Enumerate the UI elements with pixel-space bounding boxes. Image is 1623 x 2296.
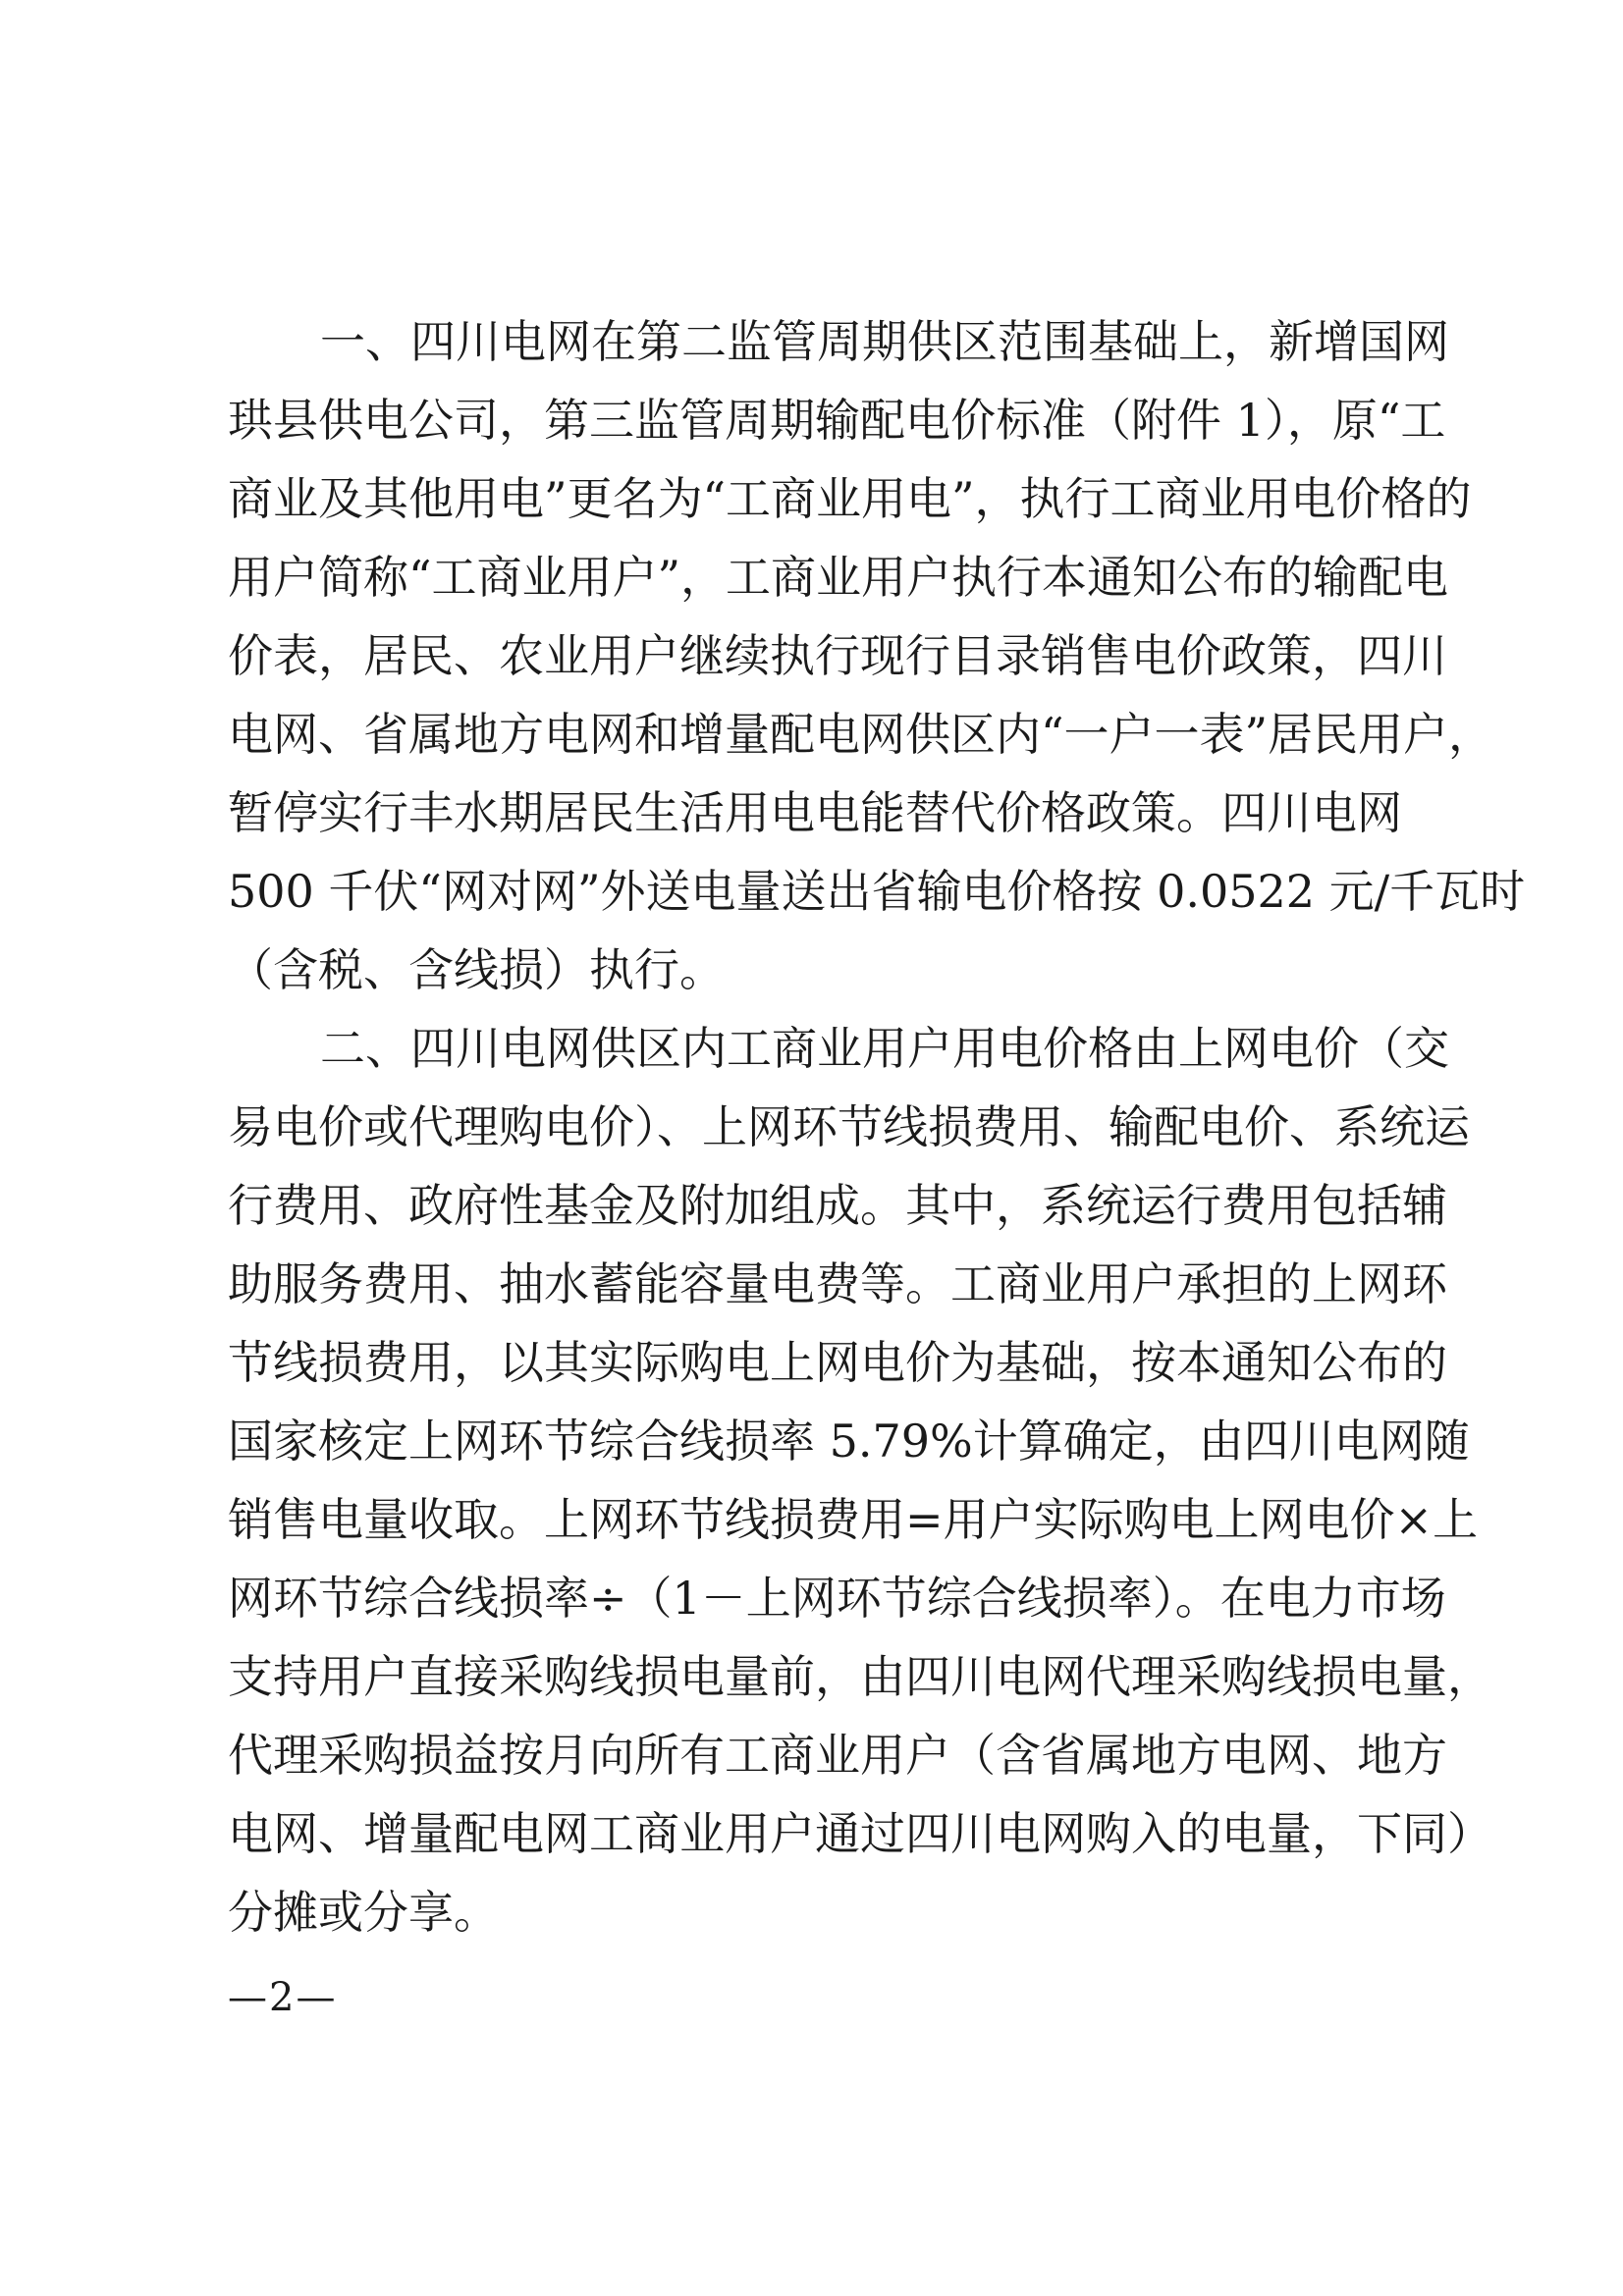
paragraph-2-line-10: 代理采购损益按月向所有工商业用户（含省属地方电网、地方 [228,1729,1447,1782]
paragraph-2-line-6: 国家核定上网环节综合线损率 5.79%计算确定，由四川电网随 [228,1415,1470,1468]
paragraph-1-line-1: 一、四川电网在第二监管周期供区范围基础上，新增国网 [320,315,1449,368]
paragraph-2-line-3: 行费用、政府性基金及附加组成。其中，系统运行费用包括辅 [228,1179,1447,1232]
paragraph-1-line-7: 暂停实行丰水期居民生活用电电能替代价格政策。四川电网 [228,786,1402,839]
paragraph-1-line-2: 珙县供电公司，第三监管周期输配电价标准（附件 1），原“工 [228,394,1446,447]
paragraph-2-line-5: 节线损费用，以其实际购电上网电价为基础，按本通知公布的 [228,1336,1447,1389]
paragraph-2-line-7: 销售电量收取。上网环节线损费用=用户实际购电上网电价×上 [228,1493,1479,1546]
paragraph-2-line-12: 分摊或分享。 [228,1886,499,1939]
paragraph-2-line-1: 二、四川电网供区内工商业用户用电价格由上网电价（交 [320,1022,1449,1075]
paragraph-1-line-8: 500 千伏“网对网”外送电量送出省输电价格按 0.0522 元/千瓦时 [228,865,1526,918]
paragraph-2-line-8: 网环节综合线损率÷（1－上网环节综合线损率）。在电力市场 [228,1572,1446,1625]
paragraph-1-line-3: 商业及其他用电”更名为“工商业用电”，执行工商业用电价格的 [228,472,1472,525]
paragraph-1-line-5: 价表，居民、农业用户继续执行现行目录销售电价政策，四川 [228,629,1447,682]
paragraph-1-line-4: 用户简称“工商业用户”，工商业用户执行本通知公布的输配电 [228,551,1449,604]
paragraph-1-line-6: 电网、省属地方电网和增量配电网供区内“一户一表”居民用户， [228,708,1494,761]
paragraph-1-line-9: （含税、含线损）执行。 [228,943,725,996]
paragraph-2-line-4: 助服务费用、抽水蓄能容量电费等。工商业用户承担的上网环 [228,1257,1447,1310]
paragraph-2-line-11: 电网、增量配电网工商业用户通过四川电网购入的电量，下同） [228,1807,1492,1860]
paragraph-2-line-9: 支持用户直接采购线损电量前，由四川电网代理采购线损电量， [228,1650,1492,1703]
page-number: —2— [228,1975,338,2020]
paragraph-2-line-2: 易电价或代理购电价）、上网环节线损费用、输配电价、系统运 [228,1100,1470,1153]
